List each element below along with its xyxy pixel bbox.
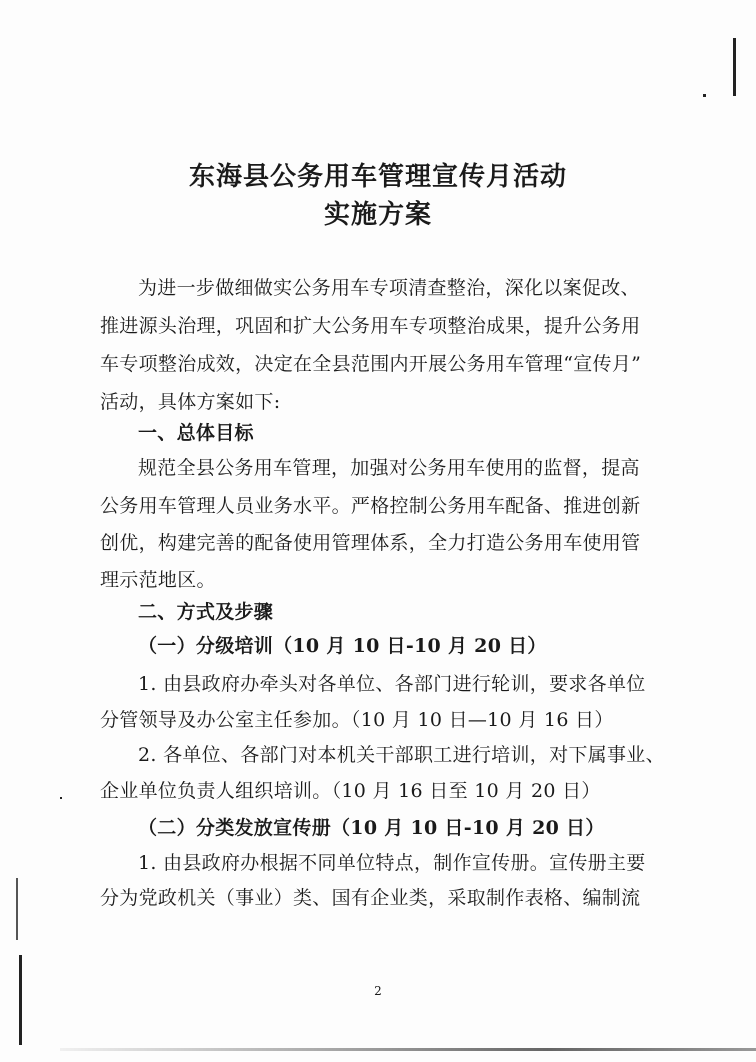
section-heading: 二、方式及步骤 (138, 601, 274, 623)
section-heading: 一、总体目标 (138, 422, 254, 444)
subsection-heading: （二）分类发放宣传册（10 月 10 日-10 月 20 日） (138, 817, 605, 839)
body-line: 活动，具体方案如下: (100, 391, 281, 413)
scan-mark (733, 38, 736, 96)
body-line: 创优，构建完善的配备使用管理体系，全力打造公务用车使用管 (100, 532, 641, 554)
page-number: 2 (374, 984, 382, 998)
subsection-heading: （一）分级培训（10 月 10 日-10 月 20 日） (138, 635, 547, 657)
body-line: 为进一步做细做实公务用车专项清查整治，深化以案促改、 (138, 277, 640, 299)
body-line: 车专项整治成效，决定在全县范围内开展公务用车管理“宣传月” (100, 353, 642, 375)
body-line: 理示范地区。 (100, 569, 216, 591)
scan-mark (16, 878, 18, 940)
scan-dot (703, 94, 706, 97)
scan-dot (60, 797, 62, 799)
body-line: 分为党政机关（事业）类、国有企业类，采取制作表格、编制流 (100, 887, 641, 909)
document-subtitle: 实施方案 (323, 200, 432, 230)
body-line: 2. 各单位、各部门对本机关干部职工进行培训，对下属事业、 (138, 744, 665, 766)
body-line: 推进源头治理，巩固和扩大公务用车专项整治成果，提升公务用 (100, 315, 641, 337)
body-line: 公务用车管理人员业务水平。严格控制公务用车配备、推进创新 (100, 495, 641, 517)
scan-edge (60, 1048, 756, 1051)
body-line: 1. 由县政府办根据不同单位特点，制作宣传册。宣传册主要 (138, 852, 646, 874)
body-line: 规范全县公务用车管理，加强对公务用车使用的监督，提高 (138, 457, 640, 479)
body-line: 分管领导及办公室主任参加。（10 月 10 日—10 月 16 日） (100, 709, 614, 731)
scan-mark (19, 955, 22, 1045)
body-line: 企业单位负责人组织培训。（10 月 16 日至 10 月 20 日） (100, 780, 601, 802)
body-line: 1. 由县政府办牵头对各单位、各部门进行轮训，要求各单位 (138, 673, 646, 695)
document-title: 东海县公务用车管理宣传月活动 (188, 162, 567, 192)
